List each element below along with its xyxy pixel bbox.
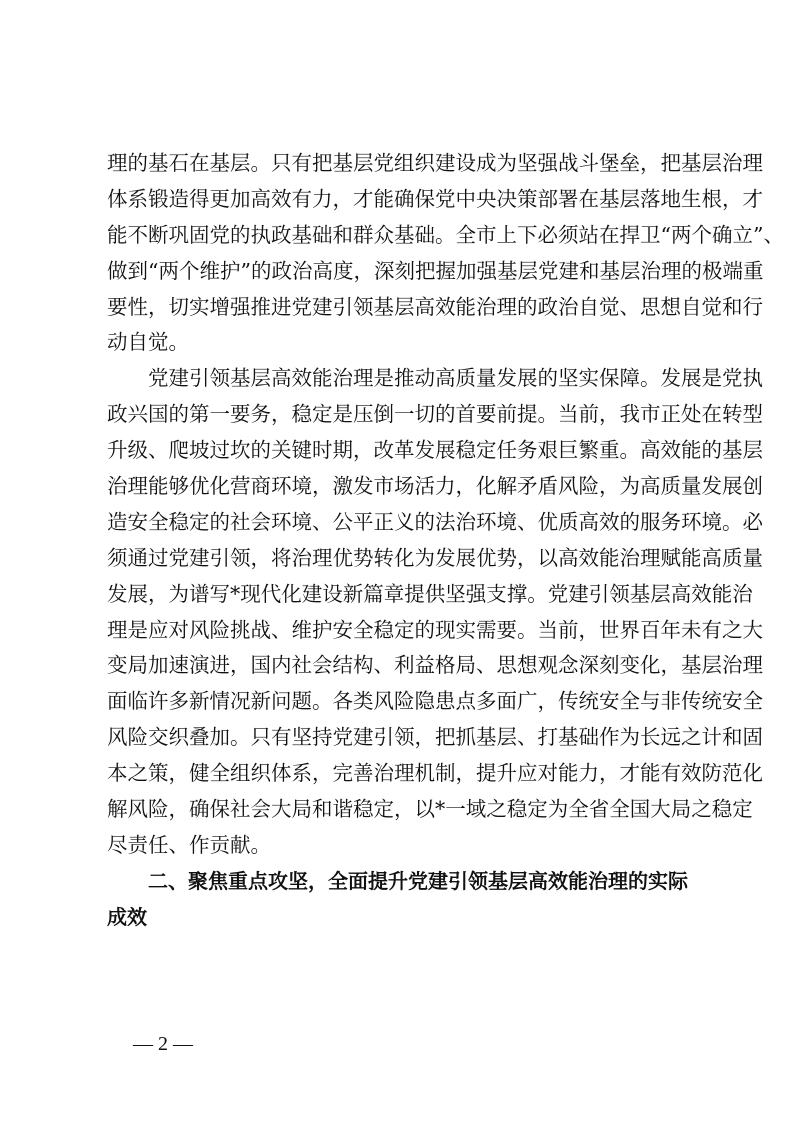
text-line: 尽责任、作贡献。 [107,832,271,857]
text-line: 理是应对风险挑战、维护安全稳定的现实需要。当前，世界百年未有之大 [107,617,763,642]
paragraph [107,146,784,361]
text-line: 理的基石在基层。只有把基层党组织建设成为坚强战斗堡垒，把基层治理 [107,151,763,175]
page-number: — 2 — [133,1033,193,1055]
text-line: 要性，切实增强推进党建引领基层高效能治理的政治自觉、思想自觉和行 [107,294,763,319]
text-line: 动自觉。 [107,330,189,355]
text-line: 做到“两个维护”的政治高度，深刻把握加强基层党建和基层治理的极端重 [107,258,764,283]
heading-line: 成效 [107,904,147,929]
document-body [107,146,784,936]
text-line: 本之策，健全组织体系，完善治理机制，提升应对能力，才能有效防范化 [107,761,763,786]
text-line: 造安全稳定的社会环境、公平正义的法治环境、优质高效的服务环境。必 [107,509,763,534]
text-line: 升级、爬坡过坎的关键时期，改革发展稳定任务艰巨繁重。高效能的基层 [107,438,763,463]
section-heading [107,864,688,936]
heading-line: 二、聚焦重点攻坚，全面提升党建引领基层高效能治理的实际 [148,868,688,893]
text-line: 治理能够优化营商环境，激发市场活力，化解矛盾风险，为高质量发展创 [107,474,763,499]
text-line: 政兴国的第一要务，稳定是压倒一切的首要前提。当前，我市正处在转型 [107,402,763,427]
text-line: 发展，为谱写*现代化建设新篇章提供坚强支撑。党建引领基层高效能治 [107,581,753,606]
text-line: 面临许多新情况新问题。各类风险隐患点多面广，传统安全与非传统安全 [107,689,763,714]
text-line: 能不断巩固党的执政基础和群众基础。全市上下必须站在捍卫“两个确立”、 [107,222,784,247]
text-line: 党建引领基层高效能治理是推动高质量发展的坚实保障。发展是党执 [148,366,763,391]
text-line: 风险交织叠加。只有坚持党建引领，把抓基层、打基础作为长远之计和固 [107,725,763,750]
text-line: 体系锻造得更加高效有力，才能确保党中央决策部署在基层落地生根，才 [107,186,763,211]
text-line: 变局加速演进，国内社会结构、利益格局、思想观念深刻变化，基层治理 [107,653,763,678]
text-line: 解风险，确保社会大局和谐稳定，以*一域之稳定为全省全国大局之稳定 [107,797,753,822]
text-line: 须通过党建引领，将治理优势转化为发展优势，以高效能治理赋能高质量 [107,545,763,570]
paragraph [107,361,763,863]
